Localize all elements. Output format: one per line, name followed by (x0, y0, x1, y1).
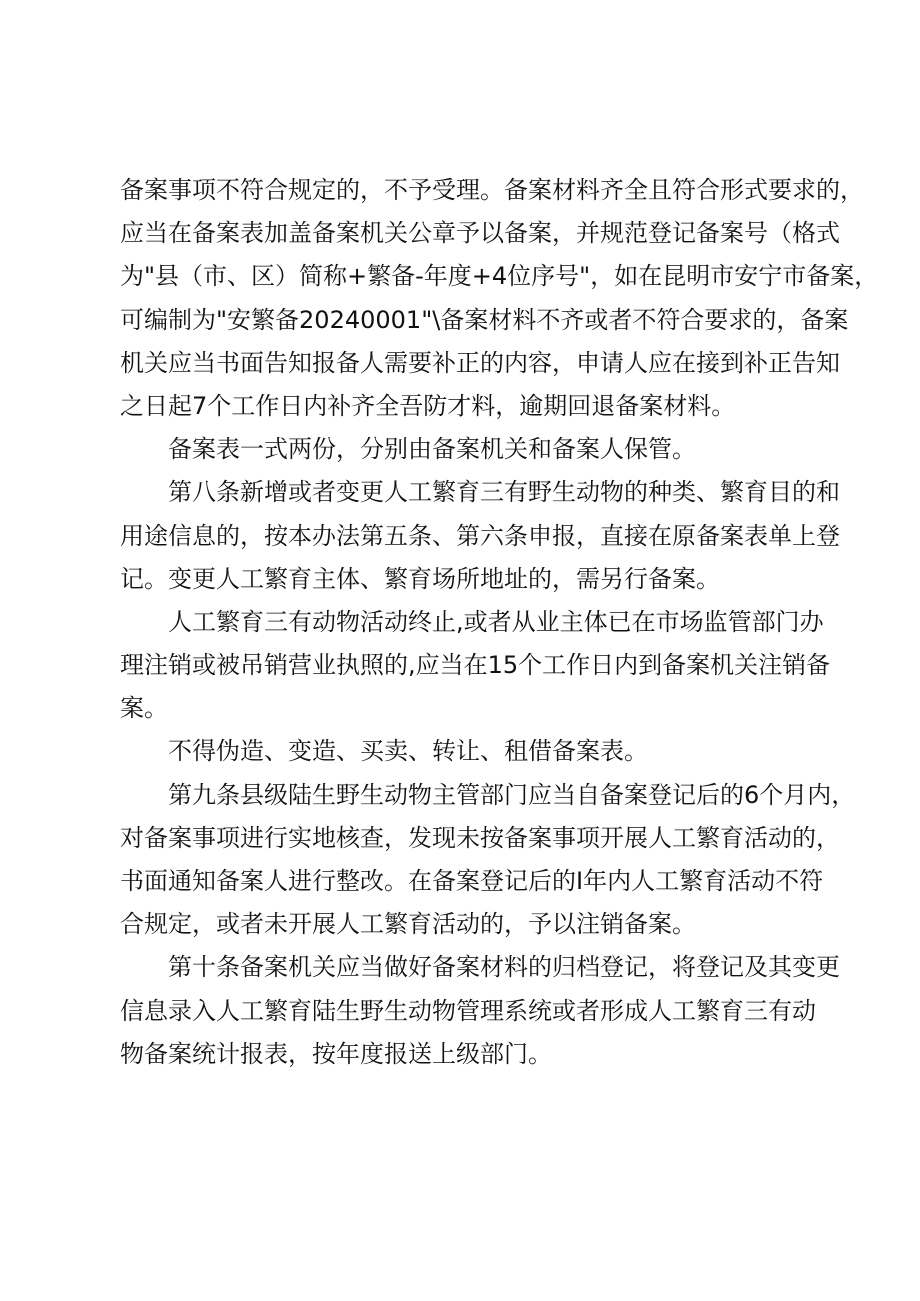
text-line: 应当在备案表加盖备案机关公章予以备案，并规范登记备案号（格式 (120, 219, 840, 248)
document-body (120, 169, 879, 1076)
text-line: 为"县（市、区）简称+繁备-年度+4位序号"，如在昆明市安宁市备案， (120, 262, 879, 291)
text-line: 对备案事项进行实地核查，发现未按备案事项开展人工繁育活动的， (120, 823, 840, 852)
text-line: 物备案统计报表，按年度报送上级部门。 (120, 1039, 552, 1068)
text-line: 之日起7个工作日内补齐全吾防才料，逾期回退备案材料。 (120, 391, 736, 420)
text-line: 用途信息的，按本办法第五条、第六条申报，直接在原备案表单上登 (120, 521, 840, 550)
paragraph-start-line: 不得伪造、变造、买卖、转让、租借备案表。 (168, 737, 648, 766)
text-line: 理注销或被吊销营业执照的,应当在15个工作日内到备案机关注销备 (120, 651, 831, 680)
text-line: 书面通知备案人进行整改。在备案登记后的I年内人工繁育活动不符 (120, 867, 824, 895)
text-line: 合规定，或者未开展人工繁育活动的，予以注销备案。 (120, 910, 696, 939)
paragraph-start-line: 第十条备案机关应当做好备案材料的归档登记，将登记及其变更 (168, 953, 840, 982)
text-line: 信息录入人工繁育陆生野生动物管理系统或者形成人工繁育三有动 (120, 996, 816, 1025)
text-line: 备案事项不符合规定的，不予受理。备案材料齐全且符合形式要求的， (120, 176, 864, 204)
paragraph-start-line: 第八条新增或者变更人工繁育三有野生动物的种类、繁育目的和 (168, 478, 840, 507)
paragraph-start-line: 人工繁育三有动物活动终止,或者从业主体已在市场监管部门办 (168, 607, 824, 636)
paragraph-start-line: 备案表一式两份，分别由备案机关和备案人保管。 (168, 435, 696, 464)
text-line: 可编制为"安繁备20240001"\备案材料不齐或者不符合要求的，备案 (120, 305, 849, 334)
text-line: 机关应当书面告知报备人需要补正的内容，申请人应在接到补正告知 (120, 348, 840, 377)
text-line: 案。 (120, 694, 168, 723)
text-line: 记。变更人工繁育主体、繁育场所地址的，需另行备案。 (120, 564, 720, 593)
paragraph-start-line: 第九条县级陆生野生动物主管部门应当自备案登记后的6个月内， (168, 780, 856, 809)
